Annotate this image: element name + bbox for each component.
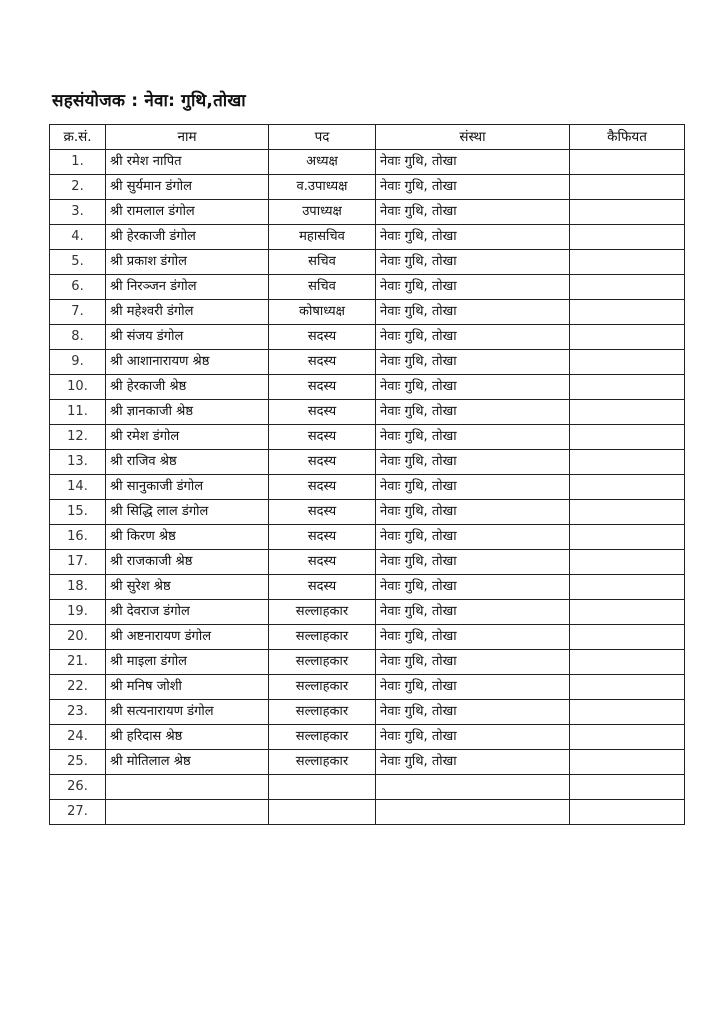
table-row (50, 550, 685, 575)
post-cell: सल्लाहकार (269, 675, 376, 700)
post-cell: सल्लाहकार (269, 700, 376, 725)
remarks-cell (570, 700, 685, 725)
name-cell: श्री हरिदास श्रेष्ठ (106, 725, 269, 750)
post-cell: सदस्य (269, 550, 376, 575)
name-cell: श्री राजिव श्रेष्ठ (106, 450, 269, 475)
organization-cell: नेवाः गुथि, तोखा (376, 550, 570, 575)
serial-cell: 1. (50, 150, 106, 175)
organization-cell: नेवाः गुथि, तोखा (376, 250, 570, 275)
serial-cell: 26. (50, 775, 106, 800)
name-cell: श्री ज्ञानकाजी श्रेष्ठ (106, 400, 269, 425)
name-cell: श्री मनिष जोशी (106, 675, 269, 700)
serial-cell: 14. (50, 475, 106, 500)
table-row (50, 350, 685, 375)
remarks-cell (570, 575, 685, 600)
organization-cell: नेवाः गुथि, तोखा (376, 200, 570, 225)
organization-cell: नेवाः गुथि, तोखा (376, 600, 570, 625)
post-cell: सल्लाहकार (269, 725, 376, 750)
table-row (50, 525, 685, 550)
post-cell: उपाध्यक्ष (269, 200, 376, 225)
table-row (50, 700, 685, 725)
post-cell: सचिव (269, 275, 376, 300)
serial-cell: 5. (50, 250, 106, 275)
post-cell: सदस्य (269, 400, 376, 425)
post-cell: सदस्य (269, 425, 376, 450)
organization-cell: नेवाः गुथि, तोखा (376, 175, 570, 200)
serial-cell: 24. (50, 725, 106, 750)
serial-cell: 4. (50, 225, 106, 250)
name-cell: श्री प्रकाश डंगोल (106, 250, 269, 275)
post-cell: सदस्य (269, 325, 376, 350)
table-row (50, 425, 685, 450)
remarks-cell (570, 275, 685, 300)
name-cell: श्री सुर्यमान डंगोल (106, 175, 269, 200)
serial-cell: 6. (50, 275, 106, 300)
organization-cell: नेवाः गुथि, तोखा (376, 450, 570, 475)
serial-cell: 15. (50, 500, 106, 525)
table-row (50, 325, 685, 350)
post-cell: सदस्य (269, 475, 376, 500)
name-cell: श्री सत्यनारायण डंगोल (106, 700, 269, 725)
serial-cell: 23. (50, 700, 106, 725)
committee-table (49, 124, 685, 825)
name-cell: श्री आशानारायण श्रेष्ठ (106, 350, 269, 375)
header-post: पद (269, 125, 376, 150)
table-row (50, 750, 685, 775)
organization-cell (376, 800, 570, 825)
table-row (50, 275, 685, 300)
serial-cell: 13. (50, 450, 106, 475)
organization-cell: नेवाः गुथि, तोखा (376, 575, 570, 600)
header-serial: क्र.सं. (50, 125, 106, 150)
name-cell: श्री निरञ्जन डंगोल (106, 275, 269, 300)
table-row (50, 175, 685, 200)
remarks-cell (570, 475, 685, 500)
table-row (50, 800, 685, 825)
table-row (50, 375, 685, 400)
organization-cell: नेवाः गुथि, तोखा (376, 475, 570, 500)
name-cell: श्री अष्टनारायण डंगोल (106, 625, 269, 650)
remarks-cell (570, 325, 685, 350)
serial-cell: 21. (50, 650, 106, 675)
remarks-cell (570, 675, 685, 700)
table-row (50, 500, 685, 525)
post-cell: सदस्य (269, 525, 376, 550)
organization-cell: नेवाः गुथि, तोखा (376, 400, 570, 425)
remarks-cell (570, 450, 685, 475)
name-cell: श्री महेश्वरी डंगोल (106, 300, 269, 325)
table-row (50, 250, 685, 275)
name-cell: श्री सिद्धि लाल डंगोल (106, 500, 269, 525)
serial-cell: 25. (50, 750, 106, 775)
name-cell: श्री मोतिलाल श्रेष्ठ (106, 750, 269, 775)
organization-cell: नेवाः गुथि, तोखा (376, 325, 570, 350)
name-cell: श्री किरण श्रेष्ठ (106, 525, 269, 550)
post-cell: व.उपाध्यक्ष (269, 175, 376, 200)
remarks-cell (570, 625, 685, 650)
name-cell: श्री सुरेश श्रेष्ठ (106, 575, 269, 600)
remarks-cell (570, 400, 685, 425)
remarks-cell (570, 650, 685, 675)
post-cell: कोषाध्यक्ष (269, 300, 376, 325)
organization-cell: नेवाः गुथि, तोखा (376, 525, 570, 550)
table-row (50, 200, 685, 225)
name-cell: श्री हेरकाजी श्रेष्ठ (106, 375, 269, 400)
remarks-cell (570, 350, 685, 375)
remarks-cell (570, 175, 685, 200)
serial-cell: 12. (50, 425, 106, 450)
remarks-cell (570, 525, 685, 550)
organization-cell: नेवाः गुथि, तोखा (376, 500, 570, 525)
remarks-cell (570, 150, 685, 175)
remarks-cell (570, 300, 685, 325)
name-cell: श्री रमेश नापित (106, 150, 269, 175)
remarks-cell (570, 225, 685, 250)
table-row (50, 225, 685, 250)
name-cell (106, 800, 269, 825)
name-cell: श्री रमेश डंगोल (106, 425, 269, 450)
serial-cell: 11. (50, 400, 106, 425)
organization-cell: नेवाः गुथि, तोखा (376, 300, 570, 325)
document-heading: सहसंयोजक : नेवा: गुथि,तोखा (52, 91, 246, 111)
serial-cell: 22. (50, 675, 106, 700)
table-body (50, 150, 685, 825)
organization-cell: नेवाः गुथि, तोखा (376, 425, 570, 450)
post-cell: सदस्य (269, 500, 376, 525)
post-cell: अध्यक्ष (269, 150, 376, 175)
post-cell: सचिव (269, 250, 376, 275)
organization-cell: नेवाः गुथि, तोखा (376, 625, 570, 650)
post-cell (269, 800, 376, 825)
name-cell: श्री सानुकाजी डंगोल (106, 475, 269, 500)
serial-cell: 17. (50, 550, 106, 575)
post-cell: सल्लाहकार (269, 650, 376, 675)
post-cell: महासचिव (269, 225, 376, 250)
header-organization: संस्था (376, 125, 570, 150)
table-header-row (50, 125, 685, 150)
name-cell: श्री रामलाल डंगोल (106, 200, 269, 225)
organization-cell (376, 775, 570, 800)
table-row (50, 575, 685, 600)
serial-cell: 10. (50, 375, 106, 400)
remarks-cell (570, 200, 685, 225)
organization-cell: नेवाः गुथि, तोखा (376, 150, 570, 175)
header-name: नाम (106, 125, 269, 150)
post-cell: सल्लाहकार (269, 625, 376, 650)
serial-cell: 2. (50, 175, 106, 200)
serial-cell: 16. (50, 525, 106, 550)
name-cell: श्री संजय डंगोल (106, 325, 269, 350)
table-row (50, 650, 685, 675)
organization-cell: नेवाः गुथि, तोखा (376, 650, 570, 675)
name-cell: श्री हेरकाजी डंगोल (106, 225, 269, 250)
organization-cell: नेवाः गुथि, तोखा (376, 675, 570, 700)
remarks-cell (570, 800, 685, 825)
organization-cell: नेवाः गुथि, तोखा (376, 750, 570, 775)
name-cell: श्री देवराज डंगोल (106, 600, 269, 625)
post-cell: सदस्य (269, 375, 376, 400)
table-row (50, 400, 685, 425)
serial-cell: 18. (50, 575, 106, 600)
remarks-cell (570, 250, 685, 275)
serial-cell: 20. (50, 625, 106, 650)
remarks-cell (570, 750, 685, 775)
table-row (50, 625, 685, 650)
serial-cell: 19. (50, 600, 106, 625)
post-cell: सदस्य (269, 450, 376, 475)
post-cell: सल्लाहकार (269, 600, 376, 625)
remarks-cell (570, 600, 685, 625)
table-row (50, 725, 685, 750)
remarks-cell (570, 375, 685, 400)
post-cell: सल्लाहकार (269, 750, 376, 775)
remarks-cell (570, 725, 685, 750)
name-cell (106, 775, 269, 800)
organization-cell: नेवाः गुथि, तोखा (376, 275, 570, 300)
organization-cell: नेवाः गुथि, तोखा (376, 700, 570, 725)
organization-cell: नेवाः गुथि, तोखा (376, 725, 570, 750)
remarks-cell (570, 550, 685, 575)
table-row (50, 600, 685, 625)
serial-cell: 27. (50, 800, 106, 825)
serial-cell: 9. (50, 350, 106, 375)
remarks-cell (570, 425, 685, 450)
post-cell (269, 775, 376, 800)
table-row (50, 450, 685, 475)
serial-cell: 8. (50, 325, 106, 350)
post-cell: सदस्य (269, 350, 376, 375)
table-row (50, 675, 685, 700)
organization-cell: नेवाः गुथि, तोखा (376, 350, 570, 375)
table-row (50, 300, 685, 325)
name-cell: श्री माइला डंगोल (106, 650, 269, 675)
serial-cell: 7. (50, 300, 106, 325)
remarks-cell (570, 500, 685, 525)
table-row (50, 150, 685, 175)
table-row (50, 475, 685, 500)
serial-cell: 3. (50, 200, 106, 225)
name-cell: श्री राजकाजी श्रेष्ठ (106, 550, 269, 575)
post-cell: सदस्य (269, 575, 376, 600)
organization-cell: नेवाः गुथि, तोखा (376, 225, 570, 250)
organization-cell: नेवाः गुथि, तोखा (376, 375, 570, 400)
header-remarks: कैफियत (570, 125, 685, 150)
table-row (50, 775, 685, 800)
remarks-cell (570, 775, 685, 800)
